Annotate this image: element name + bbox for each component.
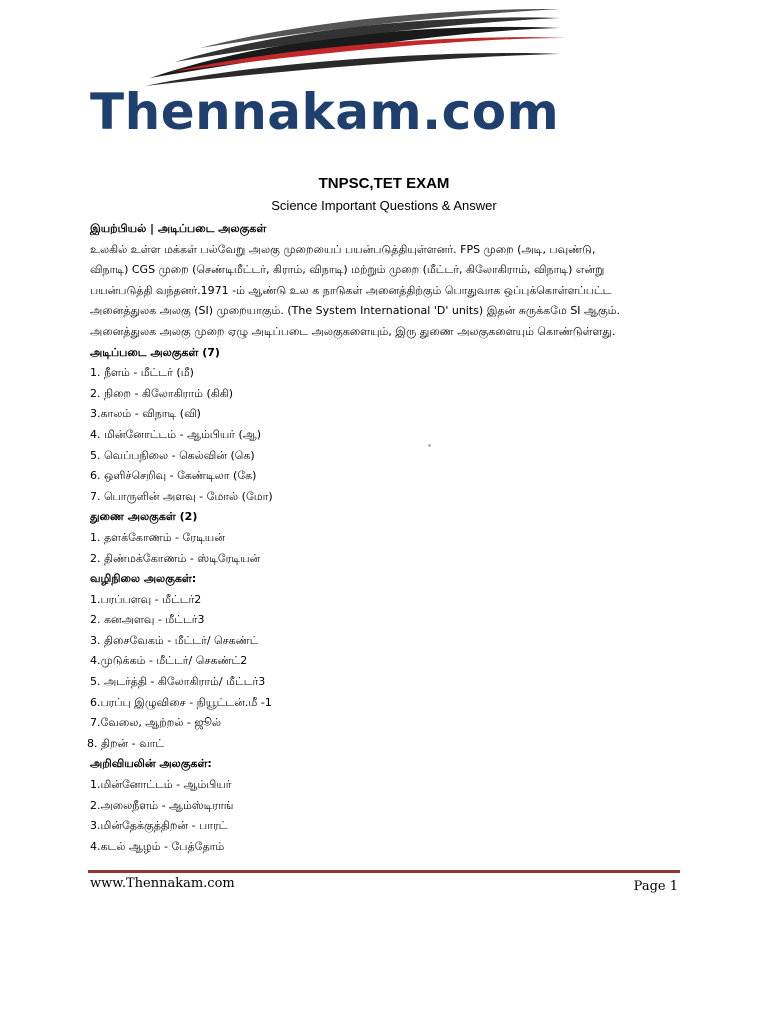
section-heading-base-units: அடிப்படை அலகுகள் (7) — [90, 345, 220, 359]
list-item: 1. தளக்கோணம் - ரேடியன் — [90, 530, 225, 544]
stray-mark — [428, 444, 431, 447]
list-item: 1.மின்னோட்டம் - ஆம்பியர் — [90, 778, 232, 792]
list-item: 6.பரப்பு இழுவிசை - நியூட்டன்.மீ -1 — [90, 695, 272, 709]
section-heading-supplementary-units: துணை அலகுகள் (2) — [90, 510, 198, 524]
list-item: 2. திண்மக்கோணம் - ஸ்டிரேடியன் — [90, 551, 261, 565]
list-item: 3. திசைவேகம் - மீட்டர்/ செகண்ட் — [90, 633, 259, 647]
footer-page-number: Page 1 — [633, 879, 678, 894]
list-item: 2. நிறை - கிலோகிராம் (கிகி) — [90, 386, 234, 400]
list-item: 2.அலைநீளம் - ஆம்ஸ்டிராங் — [90, 798, 234, 812]
section-heading-derived-units: வழிநிலை அலகுகள்: — [90, 572, 197, 586]
site-logo — [0, 0, 768, 145]
intro-line: உலகில் உள்ள மக்கள் பல்வேறு அலகு முறையைப் பயன்படுத்தியுள்ளனர். FPS முறை (அடி, பவுண்டு, — [90, 242, 596, 256]
footer-divider — [88, 870, 680, 873]
list-item: 8. திறன் - வாட் — [87, 736, 165, 750]
list-item: 7.வேலை, ஆற்றல் - ஜூல் — [90, 716, 221, 730]
footer-website: www.Thennakam.com — [90, 876, 235, 891]
list-item: 3.மின்தேக்குத்திறன் - பாரட் — [90, 819, 228, 833]
list-item: 1.பரப்பளவு - மீட்டர்2 — [90, 592, 202, 606]
page-subtitle: Science Important Questions & Answer — [271, 198, 497, 213]
document-body — [87, 219, 690, 857]
intro-line: விநாடி) CGS முறை (செண்டிமீட்டர், கிராம், விநாடி) மற்றும் முறை (மீட்டர், கிலோகிராம், விநாடி) என்று — [90, 263, 605, 277]
list-item: 4.முடுக்கம் - மீட்டர்/ செகண்ட்2 — [90, 654, 248, 668]
list-item: 4. மின்னோட்டம் - ஆம்பியர் (ஆ) — [90, 427, 261, 441]
intro-heading: இயற்பியல் | அடிப்படை அலகுகள் — [90, 222, 267, 235]
intro-line: அனைத்துலக அலகு (SI) முறையாகும். (The System International 'D' units) இதன் சுருக்கமே SI ஆகும். — [90, 304, 621, 318]
list-item: 7. பொருளின் அளவு - மோல் (மோ) — [90, 489, 273, 503]
list-item: 4.கடல் ஆழம் - பேத்தோம் — [90, 839, 225, 853]
list-item: 1. நீளம் - மீட்டர் (மீ) — [90, 366, 194, 380]
intro-line: பயன்படுத்தி வந்தனர்.1971 -ம் ஆண்டு உல க நாடுகள் அனைத்திற்கும் பொதுவாக ஒப்புக்கொள்ளப்பட்ட — [90, 283, 612, 297]
list-item: 3.காலம் - விநாடி (வி) — [90, 407, 201, 421]
logo-text: Thennakam.com — [90, 83, 560, 141]
section-heading-science-units: அறிவியலின் அலகுகள்: — [90, 757, 212, 771]
list-item: 5. அடர்த்தி - கிலோகிராம்/ மீட்டர்3 — [90, 675, 266, 689]
list-item: 5. வெப்பநிலை - கெல்வின் (கெ) — [90, 448, 255, 462]
page-title: TNPSC,TET EXAM — [318, 175, 450, 192]
intro-line: அனைத்துலக அலகு முறை ஏழு அடிப்படை அலகுகளையும், இரு துணை அலகுகளையும் கொண்டுள்ளது. — [90, 324, 616, 338]
list-item: 2. கனஅளவு - மீட்டர்3 — [90, 613, 205, 627]
list-item: 6. ஒளிச்செறிவு - கேண்டிலா (கே) — [90, 469, 257, 483]
